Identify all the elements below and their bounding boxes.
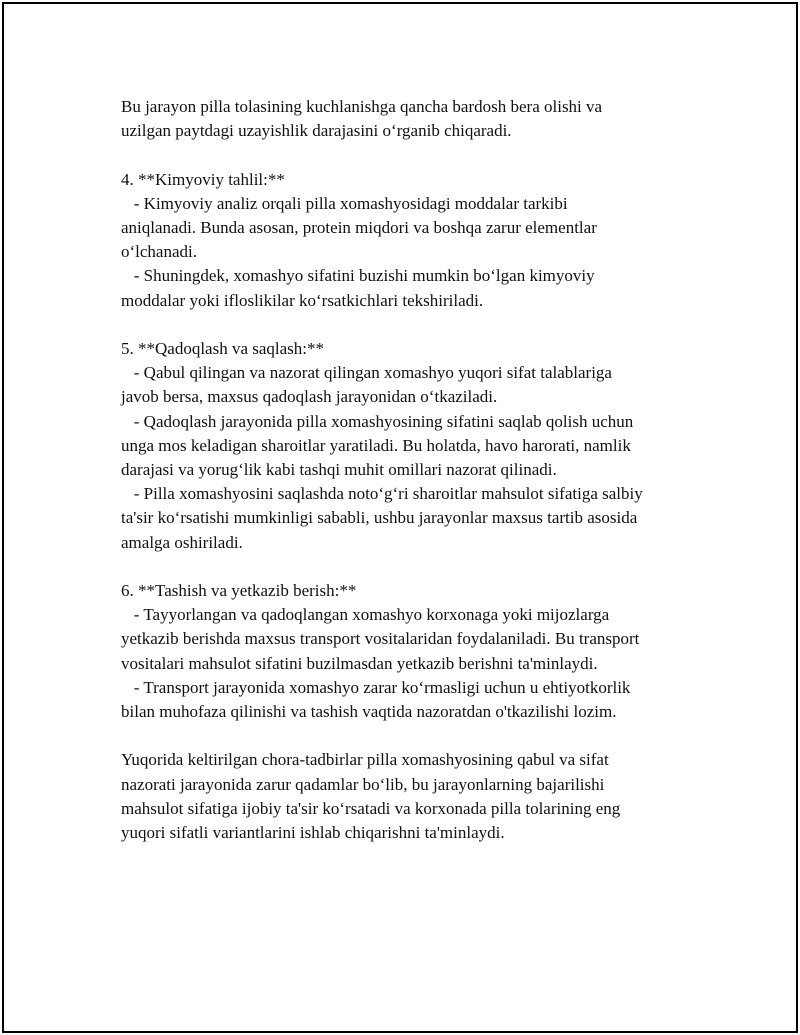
text-line: vositalari mahsulot sifatini buzilmasdan yetkazib berishni ta'minlaydi. [121,653,598,673]
text-line: - Shuningdek, xomashyo sifatini buzishi mumkin boʻlgan kimyoviy [121,266,595,286]
text-line: - Kimyoviy analiz orqali pilla xomashyosidagi moddalar tarkibi [121,193,568,213]
text-line: - Pilla xomashyosini saqlashda notoʻgʻri sharoitlar mahsulot sifatiga salbiy [121,484,643,504]
text-line: javob bersa, maxsus qadoqlash jarayonidan oʻtkaziladi. [121,387,498,407]
text-line: bilan muhofaza qilinishi va tashish vaqtida nazoratdan o'tkazilishi lozim. [121,702,617,722]
text-line: - Qadoqlash jarayonida pilla xomashyosining sifatini saqlab qolish uchun [121,411,634,431]
text-line: moddalar yoki ifloslikilar koʻrsatkichlari tekshiriladi. [121,290,484,310]
text-line: mahsulot sifatiga ijobiy ta'sir koʻrsatadi va korxonada pilla tolarining eng [121,798,621,818]
text-line: darajasi va yorugʻlik kabi tashqi muhit omillari nazorat qilinadi. [121,460,557,480]
section-heading-qadoqlash: 5. **Qadoqlash va saqlash:** [121,339,325,359]
text-line: nazorati jarayonida zarur qadamlar boʻlib, bu jarayonlarning bajarilishi [121,774,605,794]
page-frame [2,2,798,1033]
blank-line [121,555,701,579]
text-line: aniqlanadi. Bunda asosan, protein miqdori va boshqa zarur elementlar [121,218,597,238]
blank-line [121,143,701,167]
text-line: uzilgan paytdagi uzayishlik darajasini oʻrganib chiqaradi. [121,121,512,141]
text-line: yuqori sifatli variantlarini ishlab chiqarishni ta'minlaydi. [121,823,505,843]
text-line: - Qabul qilingan va nazorat qilingan xomashyo yuqori sifat talablariga [121,363,612,383]
text-line: oʻlchanadi. [121,242,197,262]
text-line: - Tayyorlangan va qadoqlangan xomashyo korxonaga yoki mijozlarga [121,605,610,625]
text-line: Bu jarayon pilla tolasining kuchlanishga qancha bardosh bera olishi va [121,97,603,116]
text-line: amalga oshiriladi. [121,532,243,552]
text-line: Yuqorida keltirilgan chora-tadbirlar pilla xomashyosining qabul va sifat [121,750,609,770]
section-heading-kimyoviy-tahlil: 4. **Kimyoviy tahlil:** [121,169,285,189]
text-line: - Transport jarayonida xomashyo zarar koʻrmasligi uchun u ehtiyotkorlik [121,677,631,697]
blank-line [121,724,701,748]
text-line: ta'sir koʻrsatishi mumkinligi sababli, ushbu jarayonlar maxsus tartib asosida [121,508,638,528]
section-heading-tashish: 6. **Tashish va yetkazib berish:** [121,581,357,601]
text-line: yetkazib berishda maxsus transport vositalaridan foydalaniladi. Bu transport [121,629,640,649]
document-body [121,95,701,845]
blank-line [121,313,701,337]
text-line: unga mos keladigan sharoitlar yaratiladi. Bu holatda, havo harorati, namlik [121,435,631,455]
